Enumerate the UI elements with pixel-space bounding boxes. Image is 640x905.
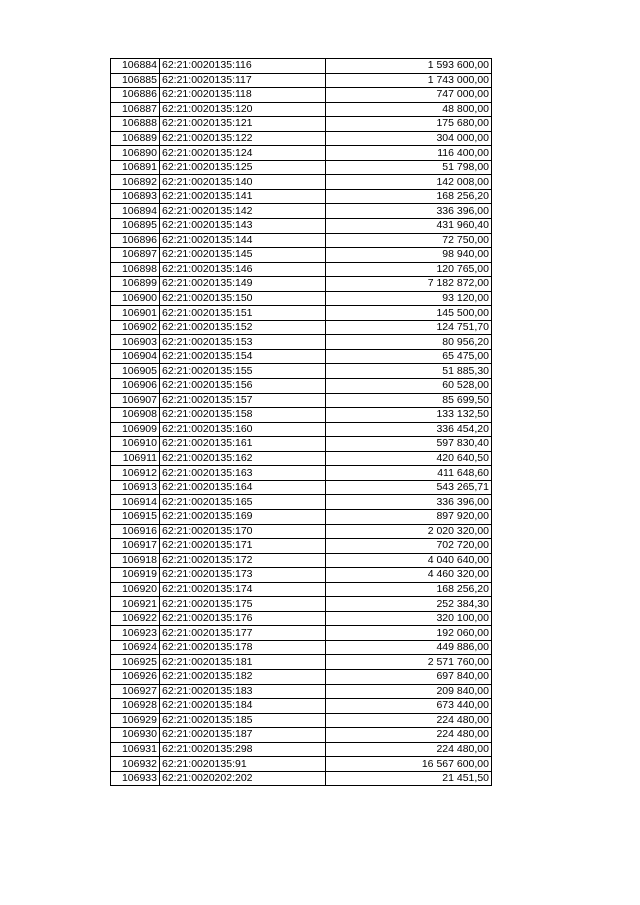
cadastral-number: 62:21:0020135:143 [160,219,326,234]
cadastral-value: 4 460 320,00 [326,568,492,583]
row-number: 106918 [111,553,160,568]
row-number: 106898 [111,262,160,277]
row-number: 106908 [111,408,160,423]
table-row [111,451,492,466]
cadastral-number: 62:21:0020202:202 [160,771,326,786]
table-row [111,669,492,684]
table-row [111,553,492,568]
cadastral-number: 62:21:0020135:153 [160,335,326,350]
cadastral-value: 747 000,00 [326,88,492,103]
table-row [111,597,492,612]
row-number: 106891 [111,160,160,175]
row-number: 106895 [111,219,160,234]
table-row [111,582,492,597]
cadastral-value: 51 798,00 [326,160,492,175]
table-row [111,568,492,583]
row-number: 106893 [111,189,160,204]
cadastral-value: 431 960,40 [326,219,492,234]
cadastral-number: 62:21:0020135:146 [160,262,326,277]
cadastral-number: 62:21:0020135:181 [160,655,326,670]
table-row [111,509,492,524]
table-row [111,291,492,306]
cadastral-value: 142 008,00 [326,175,492,190]
cadastral-value: 80 956,20 [326,335,492,350]
cadastral-number: 62:21:0020135:177 [160,626,326,641]
cadastral-value: 209 840,00 [326,684,492,699]
cadastral-number: 62:21:0020135:121 [160,117,326,132]
cadastral-value: 673 440,00 [326,699,492,714]
table-row [111,88,492,103]
cadastral-number: 62:21:0020135:183 [160,684,326,699]
table-row [111,379,492,394]
cadastral-value: 697 840,00 [326,669,492,684]
table-row [111,73,492,88]
cadastral-value: 21 451,50 [326,771,492,786]
row-number: 106890 [111,146,160,161]
cadastral-number: 62:21:0020135:91 [160,757,326,772]
row-number: 106896 [111,233,160,248]
row-number: 106889 [111,131,160,146]
table-row [111,146,492,161]
cadastral-number: 62:21:0020135:171 [160,539,326,554]
cadastral-number: 62:21:0020135:144 [160,233,326,248]
cadastral-number: 62:21:0020135:185 [160,713,326,728]
row-number: 106897 [111,248,160,263]
table-row [111,131,492,146]
cadastral-number: 62:21:0020135:151 [160,306,326,321]
cadastral-value: 597 830,40 [326,437,492,452]
row-number: 106884 [111,59,160,74]
table-row [111,480,492,495]
table-row [111,742,492,757]
cadastral-number: 62:21:0020135:150 [160,291,326,306]
cadastral-number: 62:21:0020135:149 [160,277,326,292]
row-number: 106915 [111,509,160,524]
cadastral-number: 62:21:0020135:124 [160,146,326,161]
cadastral-number: 62:21:0020135:164 [160,480,326,495]
row-number: 106927 [111,684,160,699]
row-number: 106929 [111,713,160,728]
table-row [111,320,492,335]
cadastral-value: 2 571 760,00 [326,655,492,670]
cadastral-number: 62:21:0020135:298 [160,742,326,757]
row-number: 106901 [111,306,160,321]
cadastral-value: 336 454,20 [326,422,492,437]
table-row [111,422,492,437]
row-number: 106894 [111,204,160,219]
table-row [111,262,492,277]
table-body [111,59,492,786]
cadastral-value: 16 567 600,00 [326,757,492,772]
cadastral-number: 62:21:0020135:158 [160,408,326,423]
table-row [111,219,492,234]
table-row [111,175,492,190]
table-row [111,524,492,539]
table-row [111,189,492,204]
row-number: 106905 [111,364,160,379]
table-row [111,204,492,219]
row-number: 106906 [111,379,160,394]
cadastral-value: 120 765,00 [326,262,492,277]
row-number: 106907 [111,393,160,408]
row-number: 106887 [111,102,160,117]
cadastral-value: 60 528,00 [326,379,492,394]
cadastral-value: 702 720,00 [326,539,492,554]
cadastral-number: 62:21:0020135:118 [160,88,326,103]
row-number: 106916 [111,524,160,539]
table-row [111,728,492,743]
cadastral-number: 62:21:0020135:187 [160,728,326,743]
cadastral-value: 133 132,50 [326,408,492,423]
cadastral-value: 1 593 600,00 [326,59,492,74]
cadastral-value: 543 265,71 [326,480,492,495]
cadastral-number: 62:21:0020135:142 [160,204,326,219]
row-number: 106903 [111,335,160,350]
table-row [111,408,492,423]
cadastral-number: 62:21:0020135:174 [160,582,326,597]
cadastral-value: 145 500,00 [326,306,492,321]
table-row [111,437,492,452]
table-row [111,699,492,714]
table-row [111,233,492,248]
cadastral-number: 62:21:0020135:184 [160,699,326,714]
cadastral-number: 62:21:0020135:162 [160,451,326,466]
cadastral-number: 62:21:0020135:141 [160,189,326,204]
cadastral-number: 62:21:0020135:172 [160,553,326,568]
cadastral-number: 62:21:0020135:155 [160,364,326,379]
cadastral-value: 224 480,00 [326,713,492,728]
table-row [111,713,492,728]
cadastral-value: 72 750,00 [326,233,492,248]
cadastral-value: 98 940,00 [326,248,492,263]
cadastral-number: 62:21:0020135:173 [160,568,326,583]
cadastral-value: 116 400,00 [326,146,492,161]
row-number: 106909 [111,422,160,437]
row-number: 106899 [111,277,160,292]
row-number: 106911 [111,451,160,466]
cadastral-number: 62:21:0020135:165 [160,495,326,510]
cadastral-value: 192 060,00 [326,626,492,641]
row-number: 106928 [111,699,160,714]
row-number: 106919 [111,568,160,583]
row-number: 106924 [111,640,160,655]
cadastral-value: 2 020 320,00 [326,524,492,539]
cadastral-number: 62:21:0020135:116 [160,59,326,74]
cadastral-number: 62:21:0020135:125 [160,160,326,175]
row-number: 106892 [111,175,160,190]
row-number: 106925 [111,655,160,670]
row-number: 106922 [111,611,160,626]
table-row [111,539,492,554]
cadastral-value: 1 743 000,00 [326,73,492,88]
cadastral-number: 62:21:0020135:160 [160,422,326,437]
cadastral-value: 175 680,00 [326,117,492,132]
cadastral-number: 62:21:0020135:175 [160,597,326,612]
cadastral-value: 51 885,30 [326,364,492,379]
cadastral-number: 62:21:0020135:178 [160,640,326,655]
cadastral-value-table [110,58,492,786]
table-row [111,160,492,175]
row-number: 106900 [111,291,160,306]
cadastral-number: 62:21:0020135:122 [160,131,326,146]
row-number: 106913 [111,480,160,495]
row-number: 106933 [111,771,160,786]
row-number: 106932 [111,757,160,772]
row-number: 106917 [111,539,160,554]
row-number: 106920 [111,582,160,597]
cadastral-value: 168 256,20 [326,582,492,597]
table-row [111,59,492,74]
table-row [111,117,492,132]
table-row [111,640,492,655]
table-row [111,248,492,263]
cadastral-number: 62:21:0020135:163 [160,466,326,481]
table-row [111,684,492,699]
row-number: 106888 [111,117,160,132]
table-row [111,277,492,292]
cadastral-value: 420 640,50 [326,451,492,466]
cadastral-number: 62:21:0020135:120 [160,102,326,117]
cadastral-number: 62:21:0020135:140 [160,175,326,190]
row-number: 106886 [111,88,160,103]
table-row [111,495,492,510]
cadastral-number: 62:21:0020135:161 [160,437,326,452]
table-row [111,466,492,481]
row-number: 106902 [111,320,160,335]
cadastral-value: 93 120,00 [326,291,492,306]
row-number: 106914 [111,495,160,510]
cadastral-value: 65 475,00 [326,349,492,364]
cadastral-number: 62:21:0020135:154 [160,349,326,364]
cadastral-value: 449 886,00 [326,640,492,655]
row-number: 106921 [111,597,160,612]
table-row [111,626,492,641]
cadastral-value: 124 751,70 [326,320,492,335]
table-row [111,771,492,786]
cadastral-value: 336 396,00 [326,495,492,510]
cadastral-value: 85 699,50 [326,393,492,408]
table-row [111,393,492,408]
cadastral-value: 320 100,00 [326,611,492,626]
table-row [111,335,492,350]
table-row [111,349,492,364]
row-number: 106926 [111,669,160,684]
row-number: 106912 [111,466,160,481]
cadastral-value: 411 648,60 [326,466,492,481]
table-row [111,655,492,670]
row-number: 106904 [111,349,160,364]
table-row [111,102,492,117]
cadastral-value: 304 000,00 [326,131,492,146]
cadastral-value: 224 480,00 [326,728,492,743]
cadastral-value: 897 920,00 [326,509,492,524]
cadastral-value: 252 384,30 [326,597,492,612]
cadastral-number: 62:21:0020135:170 [160,524,326,539]
cadastral-value: 4 040 640,00 [326,553,492,568]
cadastral-number: 62:21:0020135:176 [160,611,326,626]
cadastral-number: 62:21:0020135:182 [160,669,326,684]
table-row [111,306,492,321]
table-row [111,611,492,626]
cadastral-number: 62:21:0020135:169 [160,509,326,524]
cadastral-value: 336 396,00 [326,204,492,219]
row-number: 106923 [111,626,160,641]
row-number: 106931 [111,742,160,757]
row-number: 106910 [111,437,160,452]
row-number: 106930 [111,728,160,743]
cadastral-number: 62:21:0020135:145 [160,248,326,263]
row-number: 106885 [111,73,160,88]
cadastral-number: 62:21:0020135:157 [160,393,326,408]
table-row [111,757,492,772]
cadastral-number: 62:21:0020135:152 [160,320,326,335]
cadastral-number: 62:21:0020135:117 [160,73,326,88]
cadastral-value: 48 800,00 [326,102,492,117]
table-row [111,364,492,379]
cadastral-value: 168 256,20 [326,189,492,204]
cadastral-value: 224 480,00 [326,742,492,757]
cadastral-value: 7 182 872,00 [326,277,492,292]
cadastral-number: 62:21:0020135:156 [160,379,326,394]
